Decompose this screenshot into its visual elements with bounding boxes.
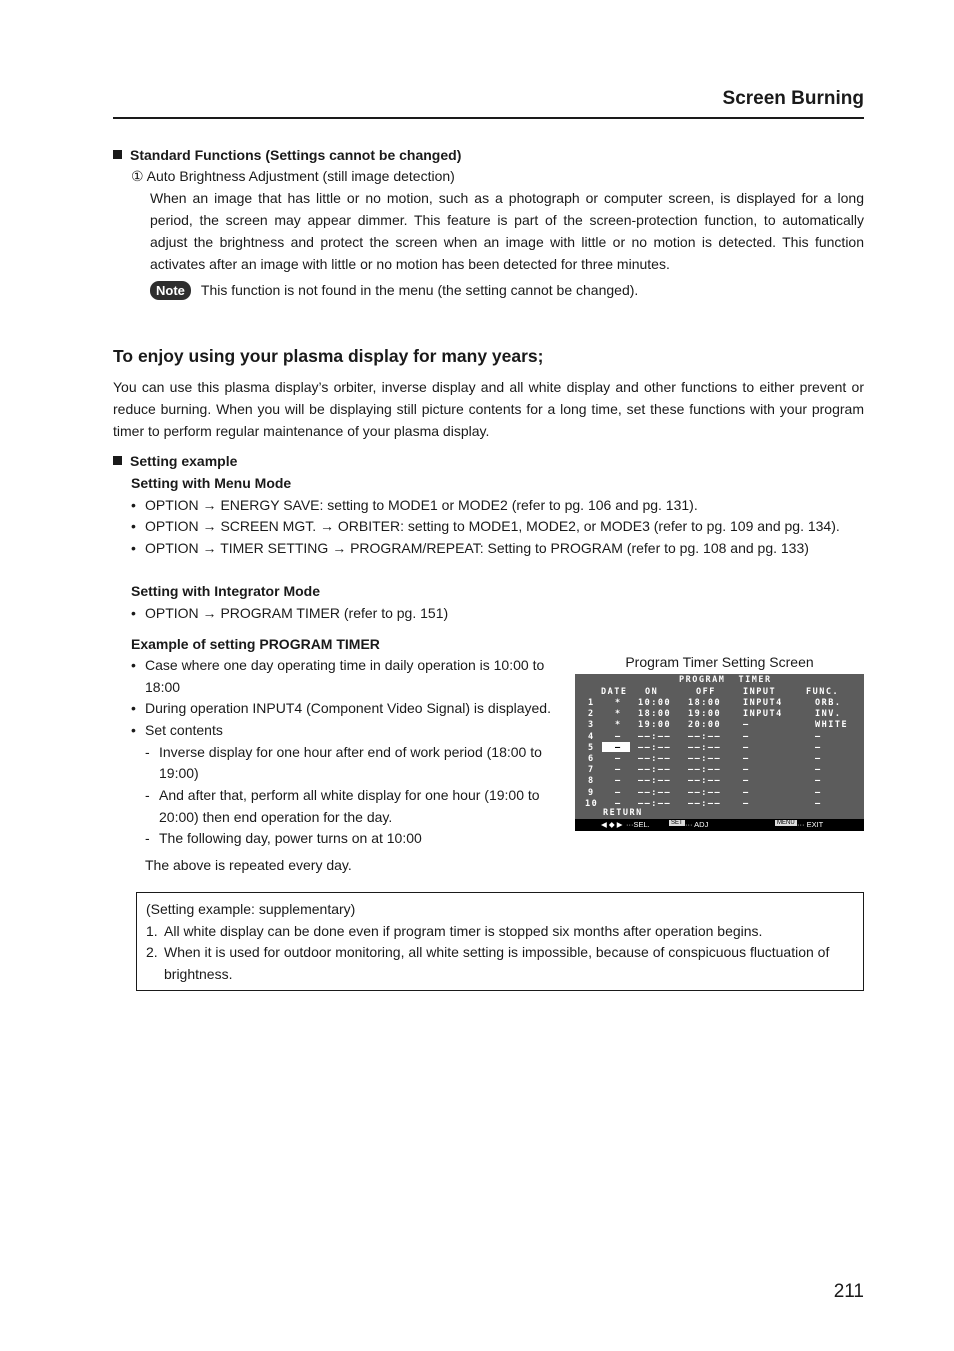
table-cell: ––:–– bbox=[638, 787, 672, 798]
row-number: 6 bbox=[588, 754, 595, 764]
table-cell: ––:–– bbox=[638, 731, 672, 742]
col-header: INPUT bbox=[743, 687, 777, 697]
arrow-keys-icon: ◀ ◆ ▶ bbox=[601, 820, 623, 829]
set-key-icon: SET bbox=[671, 820, 683, 826]
table-cell: ––:–– bbox=[688, 754, 722, 764]
table-cell: ––:–– bbox=[688, 731, 722, 742]
table-cell: – bbox=[743, 720, 750, 731]
note-line: Note This function is not found in the menu (the setting cannot be changed). bbox=[150, 279, 638, 301]
table-cell: – bbox=[743, 754, 750, 764]
menu-key-icon: MENU bbox=[777, 820, 795, 826]
page-header bbox=[113, 88, 864, 119]
table-cell: – bbox=[743, 787, 750, 798]
table-cell: – bbox=[815, 765, 822, 776]
row-number: 7 bbox=[588, 765, 595, 776]
table-cell: – bbox=[615, 754, 622, 764]
table-cell: ORB. bbox=[815, 698, 842, 708]
table-cell: – bbox=[815, 731, 822, 742]
square-bullet-icon bbox=[113, 456, 122, 465]
list-item-cont: 18:00 bbox=[145, 679, 181, 695]
standard-body: When an image that has little or no motion, such as a photograph or computer screen, is displayed for a long period, the screen may appear dimmer. This feature is part of the screen-protection function, to automatically adjust the brightness and protect the screen when an image with little or no motion is detected. This function activates after an image with little or no motion has been detected for three minutes. bbox=[150, 190, 864, 272]
table-cell: – bbox=[615, 787, 622, 798]
table-cell: ––:–– bbox=[688, 776, 722, 787]
enjoy-body: You can use this plasma display’s orbiter, inverse display and all white display and other functions to either prevent or reduce burning. When you will be displaying still picture contents for a long time, set these functions with your program timer to perform regular maintenance of your plasma display. bbox=[113, 379, 864, 439]
table-cell: INPUT4 bbox=[743, 709, 783, 720]
table-cell: – bbox=[615, 765, 622, 776]
table-cell: ––:–– bbox=[638, 765, 672, 776]
table-cell: ––:–– bbox=[688, 765, 722, 776]
table-cell: * bbox=[615, 709, 622, 720]
program-timer-screen bbox=[575, 674, 864, 831]
row-number: 9 bbox=[588, 787, 595, 798]
supplement-item: All white display can be done even if program timer is stopped six months after operation begins. bbox=[164, 923, 763, 939]
page-number: 211 bbox=[833, 1281, 864, 1302]
table-cell: * bbox=[615, 698, 622, 708]
row-number: 1 bbox=[588, 698, 595, 708]
list-number: 1. bbox=[146, 923, 158, 939]
table-cell: – bbox=[815, 754, 822, 764]
row-number: 8 bbox=[588, 776, 595, 787]
screen-footer: ◀ ◆ ▶ ···SEL. SET ··· ADJ MENU ··· EXIT bbox=[575, 819, 864, 831]
supplement-item: When it is used for outdoor monitoring, all white setting is impossible, because of conspicuous fluctuation of bbox=[164, 944, 830, 960]
table-cell: ––:–– bbox=[688, 742, 722, 753]
example-heading: Setting example bbox=[113, 450, 237, 472]
list-number: 2. bbox=[146, 944, 158, 960]
table-cell: ––:–– bbox=[688, 798, 722, 809]
screen-caption: Program Timer Setting Screen bbox=[625, 654, 814, 670]
col-header: OFF bbox=[696, 687, 716, 697]
table-cell: 19:00 bbox=[688, 709, 722, 720]
col-header: ON bbox=[645, 687, 659, 697]
table-cell: 19:00 bbox=[638, 720, 672, 731]
row-number: 5 bbox=[588, 742, 595, 753]
row-number: 2 bbox=[588, 709, 595, 720]
table-cell: – bbox=[743, 798, 750, 809]
table-cell: ––:–– bbox=[638, 798, 672, 809]
table-cell: – bbox=[815, 742, 822, 753]
table-cell: – bbox=[815, 787, 822, 798]
table-cell: WHITE bbox=[815, 720, 849, 731]
standard-heading: Standard Functions (Settings cannot be changed) bbox=[113, 144, 461, 166]
table-cell: – bbox=[615, 776, 622, 787]
col-header: DATE bbox=[601, 687, 628, 697]
screen-title: PROGRAM TIMER bbox=[679, 675, 772, 685]
supplement-box bbox=[136, 892, 864, 991]
table-cell: – bbox=[615, 798, 622, 809]
table-cell: INPUT4 bbox=[743, 698, 783, 708]
enjoy-heading: To enjoy using your plasma display for many years; bbox=[113, 346, 544, 366]
program-timer-heading: Example of setting PROGRAM TIMER bbox=[131, 636, 380, 652]
table-cell: ––:–– bbox=[638, 776, 672, 787]
dash-item-cont: 20:00) then end operation for the day. bbox=[159, 809, 393, 825]
row-number: 3 bbox=[588, 720, 595, 731]
row-number: 4 bbox=[588, 731, 595, 742]
supplement-title: (Setting example: supplementary) bbox=[146, 901, 356, 917]
dash-item-cont: 19:00) bbox=[159, 765, 199, 781]
table-cell: – bbox=[743, 776, 750, 787]
table-cell: – bbox=[615, 742, 622, 753]
table-cell: ––:–– bbox=[638, 742, 672, 753]
table-cell: – bbox=[743, 742, 750, 753]
table-cell: INV. bbox=[815, 709, 842, 720]
integrator-mode-heading: Setting with Integrator Mode bbox=[131, 583, 320, 599]
supplement-item-cont: brightness. bbox=[164, 966, 233, 982]
menu-mode-heading: Setting with Menu Mode bbox=[131, 475, 292, 491]
note-badge: Note bbox=[150, 281, 191, 300]
table-cell: – bbox=[815, 776, 822, 787]
table-cell: ––:–– bbox=[638, 754, 672, 764]
col-header: FUNC. bbox=[806, 687, 840, 697]
square-bullet-icon bbox=[113, 150, 122, 159]
standard-item-title: ① Auto Brightness Adjustment (still image detection) bbox=[131, 168, 455, 184]
table-cell: 20:00 bbox=[688, 720, 722, 731]
table-cell: ––:–– bbox=[688, 787, 722, 798]
table-cell: – bbox=[615, 731, 622, 742]
return-label[interactable]: RETURN bbox=[603, 808, 643, 818]
repeat-note: The above is repeated every day. bbox=[145, 857, 352, 873]
table-cell: – bbox=[743, 731, 750, 742]
table-cell: * bbox=[615, 720, 622, 731]
table-cell: – bbox=[815, 798, 822, 809]
row-number: 10 bbox=[585, 798, 599, 809]
table-cell: – bbox=[743, 765, 750, 776]
table-cell: 10:00 bbox=[638, 698, 672, 708]
table-cell: 18:00 bbox=[638, 709, 672, 720]
table-cell: 18:00 bbox=[688, 698, 722, 708]
section-title: Screen Burning bbox=[722, 88, 864, 109]
